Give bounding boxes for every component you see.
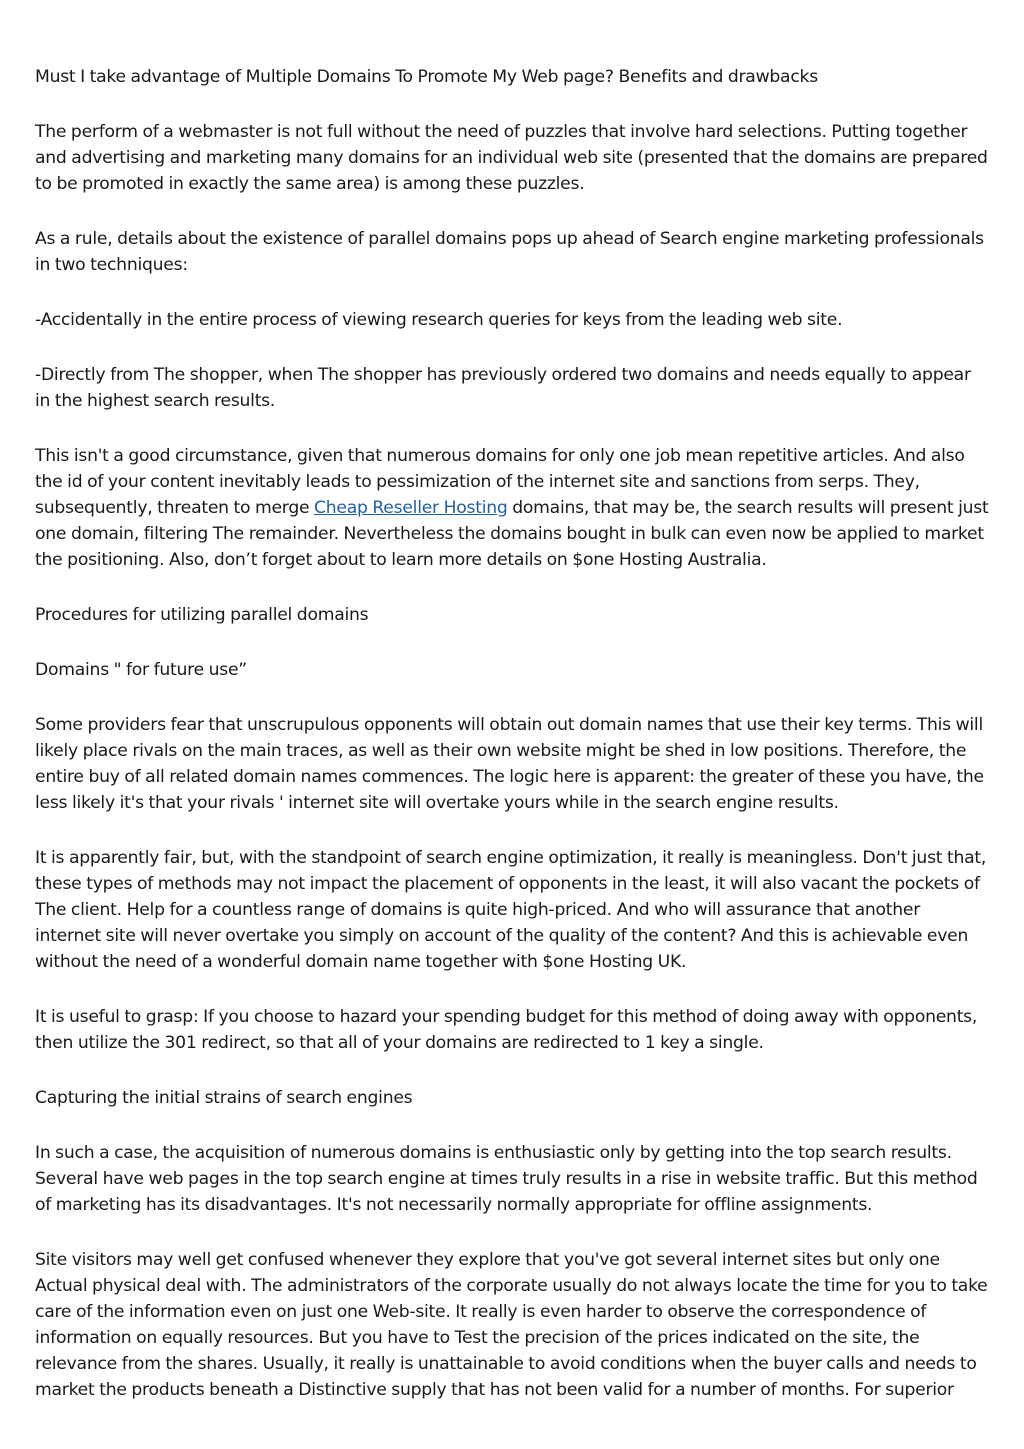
heading-procedures: Procedures for utilizing parallel domains — [35, 605, 369, 625]
paragraph-fair: It is apparently fair, but, with the standpoint of search engine optimization, it really is meaningless. Don't just that, these types of methods may not impact the placement of opponents in the least, it will also vacant the pockets of The client. Help for a countless range of domains is quite high-priced. And who will assurance that another internet site will never overtake you simply on account of the quality of the content? And this is achievable even without the need of a wonderful domain name together with $one Hosting UK. — [35, 848, 987, 972]
paragraph-useful: It is useful to grasp: If you choose to hazard your spending budget for this method of doing away with opponents, then utilize the 301 redirect, so that all of your domains are redirected to 1 key a single. — [35, 1007, 978, 1053]
paragraph-acquisition: In such a case, the acquisition of numerous domains is enthusiastic only by getting into the top search results. Several have web pages in the top search engine at times truly results in a rise in website traffic. But this method of marketing has its disadvantages. It's not necessarily normally appropriate for offline assignments. — [35, 1143, 978, 1215]
paragraph-directly: -Directly from The shopper, when The shopper has previously ordered two domains and needs equally to appear in the highest search results. — [35, 365, 971, 411]
paragraph-providers: Some providers fear that unscrupulous opponents will obtain out domain names that use their key terms. This will likely place rivals on the main traces, as well as their own website might be shed in low positions. Therefore, the entire buy of all related domain names commences. The logic here is apparent: the greater of these you have, the less likely it's that your rivals ' internet site will overtake yours while in the search engine results. — [35, 715, 984, 813]
paragraph-rule: As a rule, details about the existence of parallel domains pops up ahead of Search engine marketing professionals in two techniques: — [35, 229, 984, 275]
paragraph-intro: The perform of a webmaster is not full without the need of puzzles that involve hard selections. Putting together and advertising and marketing many domains for an individual web site (presented that the domains are prepared to be promoted in exactly the same area) is among these puzzles. — [35, 122, 988, 194]
paragraph-circumstance — [35, 443, 990, 573]
cheap-reseller-hosting-link[interactable]: Cheap Reseller Hosting — [314, 498, 508, 518]
paragraph-site-visitors: Site visitors may well get confused whenever they explore that you've got several internet sites but only one Actual physical deal with. The administrators of the corporate usually do not always locate the time for you to take care of the information even on just one Web-site. It really is even harder to observe the correspondence of information on equally resources. But you have to Test the precision of the prices indicated on the site, the relevance from the shares. Usually, it really is unattainable to avoid conditions when the buyer calls and needs to market the products beneath a Distinctive supply that has not been valid for a number of months. For superior — [35, 1250, 988, 1400]
document-title: Must I take advantage of Multiple Domains To Promote My Web page? Benefits and drawbacks — [35, 67, 818, 87]
heading-future-use: Domains " for future use” — [35, 660, 247, 680]
paragraph-circumstance-end: domains, that may be, the search results will present just one domain, filtering The remainder. Nevertheless the domains bought in bulk can even now be applied to market the positioning. Also, don’t forget about to learn more details on $one Hosting Australia. — [35, 498, 989, 570]
paragraph-accidentally: -Accidentally in the entire process of viewing research queries for keys from the leading web site. — [35, 310, 843, 330]
paragraph-circumstance-start: This isn't a good circumstance, given that numerous domains for only one job mean repetitive articles. And also the id of your content inevitably leads to pessimization of the internet site and sanctions from serps. They, subsequently, threaten to merge — [35, 446, 965, 518]
heading-capturing: Capturing the initial strains of search engines — [35, 1088, 413, 1108]
